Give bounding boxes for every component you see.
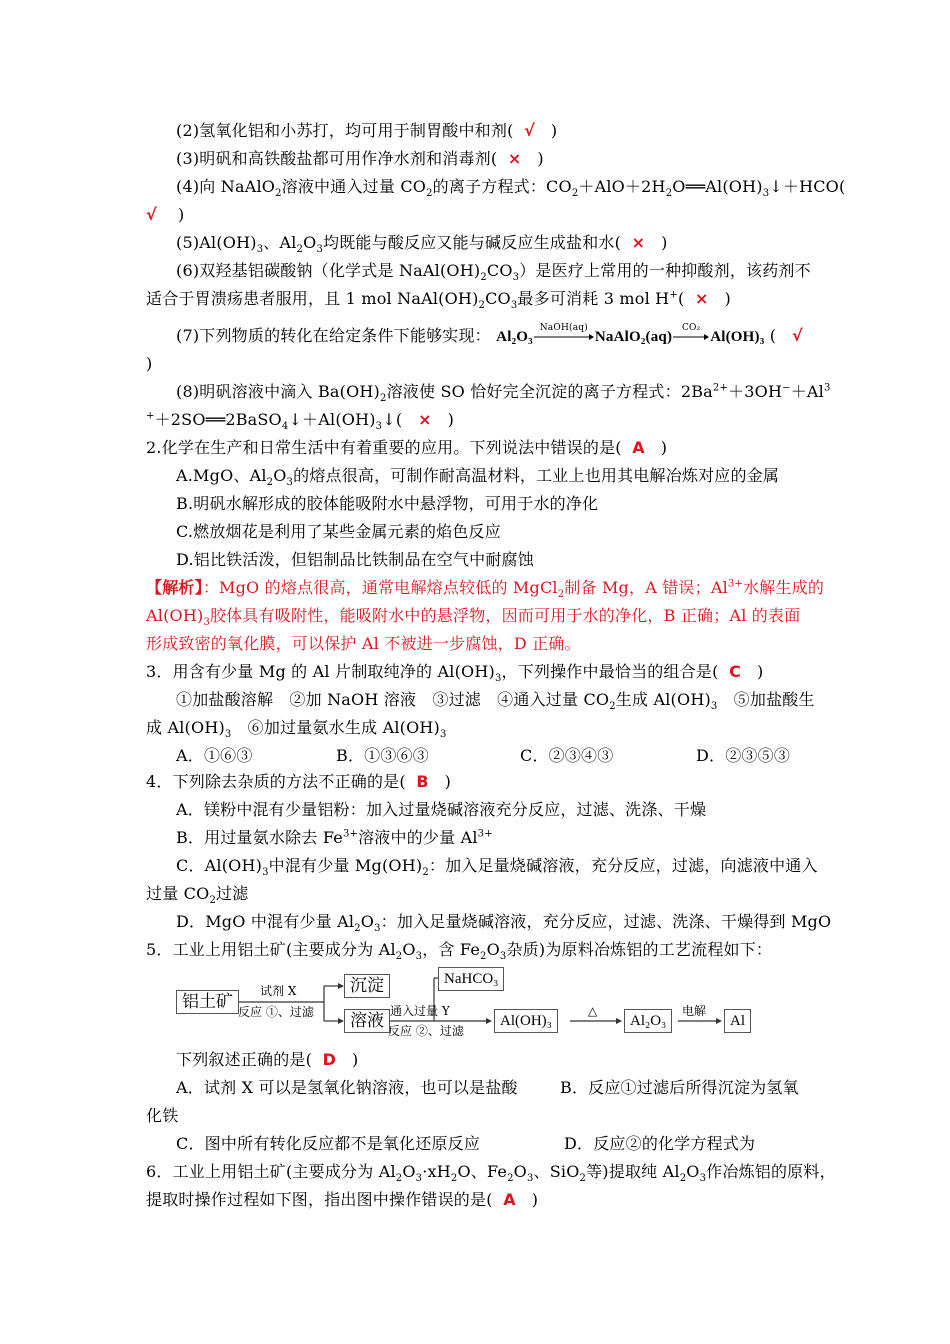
q4-stem: 4．下列除去杂质的方法不正确的是( B ) <box>146 772 452 791</box>
flow-node-aluminum-hydroxide: Al(OH)₃ <box>494 1009 558 1033</box>
q1-item8-line1: (8)明矾溶液中滴入 $Ba(OH)_2$溶液使 SO 恰好完全沉淀的离子方程式：$2Ba^{2+}+3OH^-+Al^3$ <box>176 382 831 405</box>
q5-option-c: C．图中所有转化反应都不是氧化还原反应 <box>176 1134 481 1153</box>
answer: B <box>416 772 429 791</box>
q4-option-a: A．镁粉中混有少量铝粉：加入过量烧碱溶液充分反应，过滤、洗涤、干燥 <box>176 800 707 819</box>
q1-item4-line2: √ ) <box>146 205 185 224</box>
cross-mark: × <box>418 410 432 429</box>
q6-stem-line2: 提取时操作过程如下图，指出图中操作错误的是( A ) <box>146 1190 539 1209</box>
q5-option-d: D．反应②的化学方程式为 <box>564 1134 756 1153</box>
q1-item3: (3)明矾和高铁酸盐都可用作净水剂和消毒剂( × ) <box>176 149 544 168</box>
q1-item6-line2: 适合于胃溃疡患者服用，且 1 mol $NaAl(OH)_2CO_3$最多可消耗 3 mol H+( × ) <box>146 289 731 312</box>
q3-operations-line1: ①加盐酸溶解 ②加 NaOH 溶液 ③过滤 ④通入过量 $CO_2$生成 $Al(OH)_3$ ⑤加盐酸生 <box>176 690 815 713</box>
reaction-arrow: CO₂ <box>672 329 710 341</box>
flow-node-bauxite: 铝土矿 <box>176 990 239 1014</box>
q6-stem-line1: 6．工业上用铝土矿(主要成分为 $Al_2O_3\cdot xH_2O$、$Fe_2O_3$、SiO$_2$等)提取纯 $Al_2O_3$作冶炼铝的原料， <box>146 1162 836 1185</box>
check-mark: √ <box>524 121 535 140</box>
q3-option-c: C．②③④③ <box>520 746 614 765</box>
flow-node-solution: 溶液 <box>344 1009 390 1033</box>
flow-label-reaction1: 反应 ①、过滤 <box>238 1005 314 1019</box>
q3-option-d: D．②③⑤③ <box>696 746 791 765</box>
q2-explanation-line1: 【解析】：MgO 的熔点很高，通常电解熔点较低的 MgCl$_2$制备 Mg，A 错误；$Al^{3+}$水解生成的 <box>146 578 825 601</box>
flow-node-precipitate: 沉淀 <box>344 974 390 998</box>
q2-option-b: B.明矾水解形成的胶体能吸附水中悬浮物，可用于水的净化 <box>176 494 599 513</box>
q3-operations-line2: 成 $Al(OH)_3$ ⑥加过量氨水生成 $Al(OH)_3$ <box>146 718 447 741</box>
q5-question: 下列叙述正确的是( D ) <box>176 1050 359 1069</box>
q5-option-a: A．试剂 X 可以是氢氧化钠溶液，也可以是盐酸 <box>176 1078 518 1097</box>
answer: C <box>729 662 742 681</box>
q5-stem: 5．工业上用铝土矿(主要成分为 $Al_2O_3$，含 $Fe_2O_3$杂质)为原料冶炼铝的工艺流程如下： <box>146 940 773 963</box>
q2-stem: 2.化学在生产和日常生活中有着重要的应用。下列说法中错误的是( A ) <box>146 438 668 457</box>
heat-icon: △ <box>588 1004 598 1018</box>
answer: A <box>503 1190 516 1209</box>
flow-label-electrolysis: 电解 <box>682 1004 707 1018</box>
answer: A <box>632 438 645 457</box>
flow-node-alumina: Al₂O₃ <box>624 1009 672 1033</box>
q2-option-c: C.燃放烟花是利用了某些金属元素的焰色反应 <box>176 522 501 541</box>
answer: D <box>322 1050 337 1069</box>
q1-item7-line1: (7)下列物质的转化在给定条件下能够实现： Al₂O₃ NaOH(aq) NaAlO₂(aq) CO₂ Al(OH)₃ ( √ <box>176 323 803 345</box>
cross-mark: × <box>507 149 522 168</box>
q2-option-d: D.铝比铁活泼，但铝制品比铁制品在空气中耐腐蚀 <box>176 550 534 569</box>
q1-item2: (2)氢氧化铝和小苏打，均可用于制胃酸中和剂( √ ) <box>176 121 558 140</box>
q4-option-c-line1: C．$Al(OH)_3$中混有少量 $Mg(OH)_2$：加入足量烧碱溶液，充分反应，过滤，向滤液中通入 <box>176 856 818 879</box>
q1-item6-line1: (6)双羟基铝碳酸钠（化学式是 $NaAl(OH)_2CO_3$）是医疗上常用的一种抑酸剂，该药剂不 <box>176 261 811 284</box>
flow-label-pass-y: 通入过量 Y <box>390 1004 450 1018</box>
q3-option-a: A．①⑥③ <box>176 746 253 765</box>
q1-item5: $(5)Al(OH)_3$、$Al_2O_3$均既能与酸反应又能与碱反应生成盐和水( × ) <box>176 233 668 256</box>
q4-option-d: D．MgO 中混有少量 $Al_2O_3$：加入足量烧碱溶液，充分反应，过滤、洗涤、干燥得到 MgO <box>176 912 832 935</box>
process-flow-diagram <box>176 966 756 1042</box>
check-mark: √ <box>792 326 803 345</box>
q4-option-b: B．用过量氨水除去 $Fe^{3+}$溶液中的少量 $Al^{3+}$ <box>176 828 493 847</box>
flow-node-aluminum: Al <box>724 1009 751 1033</box>
q5-option-b-line2: 化铁 <box>146 1106 179 1125</box>
q3-stem: 3．用含有少量 Mg 的 Al 片制取纯净的 $Al(OH)_3$，下列操作中最恰当的组合是( C ) <box>146 662 764 685</box>
q4-option-c-line2: 过量 $CO_2$过滤 <box>146 884 249 907</box>
check-mark: √ <box>146 205 157 224</box>
q1-item4-line1: (4)向 NaAlO$_2$溶液中通入过量 $CO_2$的离子方程式：$CO_2+AlO+2H_2O══Al(OH)_3↓+HCO$( <box>176 177 846 200</box>
cross-mark: × <box>694 289 709 308</box>
q5-option-b-line1: B．反应①过滤后所得沉淀为氢氧 <box>560 1078 799 1097</box>
q3-option-b: B．①③⑥③ <box>336 746 429 765</box>
flow-node-nahco3: NaHCO₃ <box>438 967 504 991</box>
q2-option-a: A.MgO、$Al_2O_3$的熔点很高，可制作耐高温材料，工业上也用其电解冶炼对应的金属 <box>176 466 780 489</box>
q1-item7-line2: ) <box>146 354 153 373</box>
flow-label-reaction2: 反应 ②、过滤 <box>388 1024 464 1038</box>
q1-item8-line2: $^++2SO══2BaSO_4↓+Al(OH)_3↓$( × ) <box>146 410 455 433</box>
flow-label-reagent: 试剂 X <box>260 984 297 998</box>
cross-mark: × <box>631 233 646 252</box>
q2-explanation-line3: 形成致密的氧化膜，可以保护 Al 不被进一步腐蚀，D 正确。 <box>146 634 581 653</box>
reaction-arrow: NaOH(aq) <box>533 329 595 341</box>
q2-explanation-line2: $Al(OH)_3$胶体具有吸附性，能吸附水中的悬浮物，因而可用于水的净化，B 正确；Al 的表面 <box>146 606 801 629</box>
